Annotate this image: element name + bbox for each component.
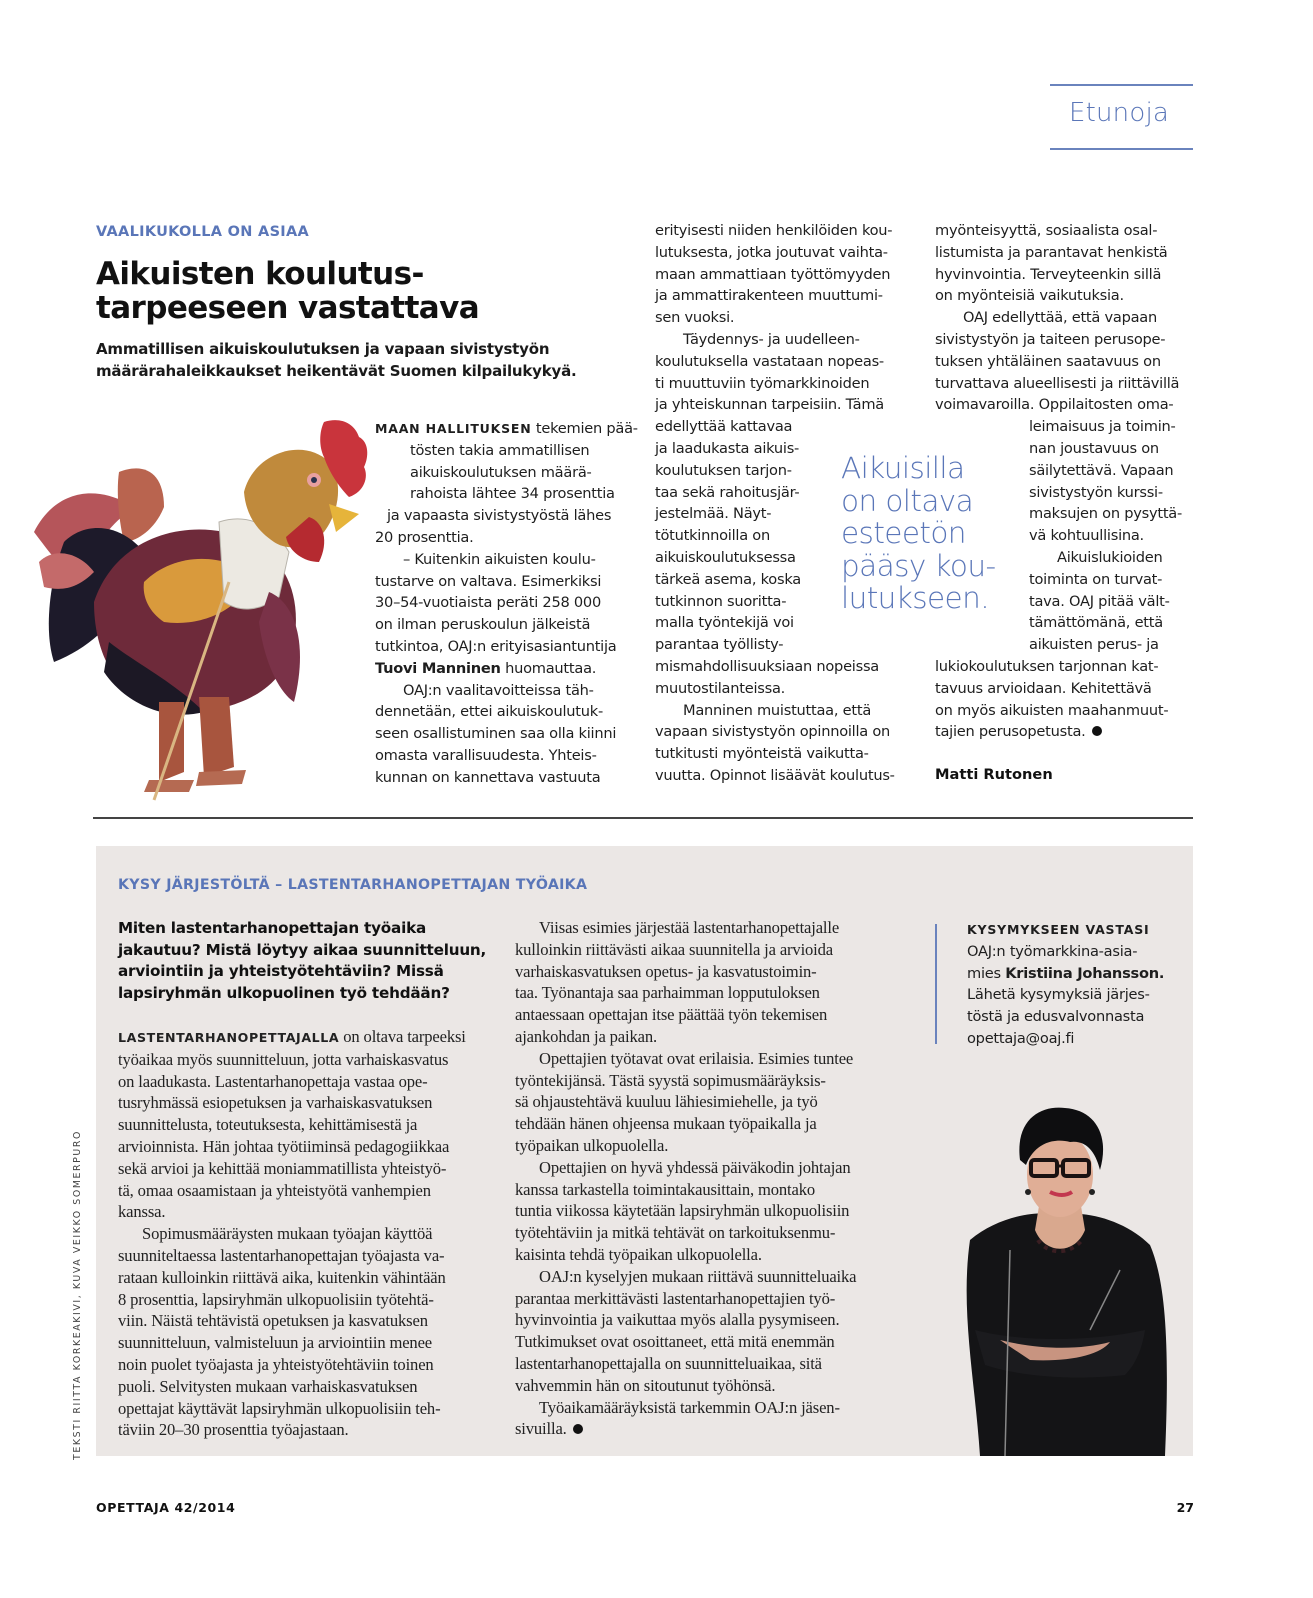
publication-footer: OPETTAJA 42/2014 bbox=[96, 1500, 236, 1515]
text-line: maan ammattiaan työttömyyden bbox=[655, 265, 891, 283]
expert-name: Tuovi Manninen bbox=[375, 659, 501, 677]
text-line: lutuksesta, jotka joutuvat vaihta- bbox=[655, 243, 888, 261]
text-line: OAJ:n kyselyjen mukaan riittävä suunnitteluaika bbox=[539, 1266, 857, 1286]
answerer-info bbox=[967, 919, 1187, 1050]
text-line: tuksen yhtäläinen saatavuus on bbox=[935, 352, 1161, 370]
runin-lead: MAAN HALLITUKSEN bbox=[375, 421, 532, 436]
text-line: sivistystyön kurssi- bbox=[1029, 483, 1163, 501]
question-line: arviointiin ja yhteistyötehtäviin? Missä bbox=[118, 962, 444, 980]
text-line: on oltava tarpeeksi bbox=[339, 1027, 466, 1046]
text-line: sivistystyön ja taiteen perusope- bbox=[935, 330, 1166, 348]
pull-quote-line: esteetön bbox=[841, 516, 966, 551]
rooster-illustration bbox=[24, 412, 374, 802]
text-line: sivuilla. bbox=[515, 1419, 567, 1439]
text-line: vä kohtuullisina. bbox=[1029, 527, 1144, 545]
text-line: kanssa tarkastella toimintakausittain, montako bbox=[515, 1179, 816, 1199]
text-line: tösten takia ammatillisen bbox=[410, 441, 590, 459]
text-line: 20 prosenttia. bbox=[375, 528, 474, 546]
text-line: tava. OAJ pitää vält- bbox=[1029, 592, 1170, 610]
text-line: tä, omaa osaamistaan ja yhteistyötä vanhempien bbox=[118, 1180, 431, 1200]
headline-line: tarpeeseen vastattava bbox=[96, 290, 480, 326]
text-line: OAJ:n työmarkkina-asia- bbox=[967, 942, 1138, 960]
article-column-3 bbox=[935, 220, 1197, 743]
pull-quote-line: Aikuisilla bbox=[841, 451, 965, 485]
text-line: suunnitteluun, valmisteluun ja arviointiin menee bbox=[118, 1333, 433, 1353]
text-line: kaisinta tehdä työpaikan ulkopuolella. bbox=[515, 1244, 762, 1264]
text-line: – Kuitenkin aikuisten koulu- bbox=[403, 550, 596, 568]
text-line: on myös aikuisten maahanmuut- bbox=[935, 701, 1169, 719]
page-number: 27 bbox=[1176, 1500, 1194, 1515]
text-line: parantaa merkittävästi lastentarhanopettajien työ- bbox=[515, 1288, 836, 1308]
text-line: Lähetä kysymyksiä järjes- bbox=[967, 986, 1150, 1004]
text-line: tajien perusopetusta. bbox=[935, 723, 1086, 741]
runin-lead: LASTENTARHANOPETTAJALLA bbox=[118, 1030, 340, 1045]
section-label bbox=[1050, 84, 1193, 150]
text-line: rahoista lähtee 34 prosenttia bbox=[410, 485, 615, 503]
text-line: sen vuoksi. bbox=[655, 309, 735, 327]
qa-question bbox=[118, 918, 498, 1004]
text-line: tutkitusti myönteistä vaikutta- bbox=[655, 745, 869, 763]
answerer-accent-bar bbox=[935, 924, 937, 1044]
text-line: muutostilanteissa. bbox=[655, 679, 786, 697]
text-line: rataan kulloinkin riittävä aika, kuitenkin vähintään bbox=[118, 1267, 446, 1287]
text-line: sekä arvioi ja kehittää moniammatillista yhteistyö- bbox=[118, 1158, 447, 1178]
text-line: työpaikan ulkopuolella. bbox=[515, 1135, 669, 1155]
text-line: ja laadukasta aikuis- bbox=[655, 439, 800, 457]
text-line: tärkeä asema, koska bbox=[655, 570, 801, 588]
pull-quote-line: lutukseen. bbox=[841, 581, 989, 616]
text-line: erityisesti niiden henkilöiden kou- bbox=[655, 222, 893, 239]
text-line: turvattava alueellisesti ja riittävillä bbox=[935, 374, 1180, 392]
text-line: työtehtäviin ja mitkä tehtävät on tarkoituksenmu- bbox=[515, 1223, 836, 1243]
end-mark-icon bbox=[573, 1424, 583, 1434]
text-line: dennetään, ettei aikuiskoulutuk- bbox=[375, 703, 603, 721]
text-line: tutkinnon suoritta- bbox=[655, 592, 787, 610]
text-line: Opettajien on hyvä yhdessä päiväkodin johtajan bbox=[539, 1157, 851, 1177]
text-line: mismahdollisuuksiaan nopeissa bbox=[655, 657, 879, 675]
text-line: kunnan on kannettava vastuuta bbox=[375, 768, 601, 786]
text-line: malla työntekijä voi bbox=[655, 614, 794, 632]
text-line: ja yhteiskunnan tarpeisiin. Tämä bbox=[655, 396, 884, 414]
lead-line: määrärahaleikkaukset heikentävät Suomen kilpailukykyä. bbox=[96, 361, 577, 380]
text-line: hyvinvointia ja vaikuttaa myös alalla pysymiseen. bbox=[515, 1310, 840, 1330]
answerer-label: KYSYMYKSEEN VASTASI bbox=[967, 922, 1150, 937]
text-line: omasta varallisuudesta. Yhteis- bbox=[375, 746, 597, 764]
text-line: opettajat käyttävät lapsiryhmän ulkopuolisiin teh- bbox=[118, 1398, 441, 1418]
text-line: lukiokoulutuksen tarjonnan kat- bbox=[935, 657, 1159, 675]
text-line: OAJ edellyttää, että vapaan bbox=[963, 309, 1157, 327]
article-lead bbox=[96, 339, 616, 382]
answerer-portrait bbox=[930, 1080, 1190, 1456]
text-line: 8 prosenttia, lapsiryhmän ulkopuolisiin työtehtä- bbox=[118, 1289, 434, 1309]
end-mark-icon bbox=[1092, 726, 1102, 736]
text-line: lastentarhanopettajalla on suunnitteluaikaa, sitä bbox=[515, 1353, 822, 1373]
text-line: töstä ja edusvalvonnasta bbox=[967, 1008, 1145, 1026]
text-line: tutkintoa, OAJ:n erityisasiantuntija bbox=[375, 637, 617, 655]
contact-email[interactable]: opettaja@oaj.fi bbox=[967, 1029, 1075, 1047]
text-line: tehdään hänen ohjeensa mukaan työpaikalla ja bbox=[515, 1114, 817, 1134]
text-line: ajankohdan ja paikan. bbox=[515, 1026, 657, 1046]
text-line: tustarve on valtava. Esimerkiksi bbox=[375, 572, 602, 590]
text-line: vuutta. Opinnot lisäävät koulutus- bbox=[655, 766, 895, 784]
text-line: on ilman peruskoulun jälkeistä bbox=[375, 616, 591, 634]
pull-quote-line: pääsy kou- bbox=[841, 548, 996, 583]
text-line: vahvemmin hän on sitoutunut työhönsä. bbox=[515, 1375, 776, 1395]
text-line: koulutuksen tarjon- bbox=[655, 461, 792, 479]
text-line: koulutuksella vastataan nopeas- bbox=[655, 352, 884, 370]
text-line: sä ohjaustehtävä kuuluu lähiesimiehelle, ja työ bbox=[515, 1092, 818, 1112]
text-line: hyvinvointia. Terveyteenkin sillä bbox=[935, 265, 1162, 283]
text-line: tusryhmässä esiopetuksen ja varhaiskasvatuksen bbox=[118, 1093, 433, 1113]
text-line: huomauttaa. bbox=[500, 659, 597, 677]
text-line: 30–54-vuotiaista peräti 258 000 bbox=[375, 594, 602, 612]
text-line: täviin 20–30 prosenttia työajastaan. bbox=[118, 1420, 349, 1440]
text-line: leimaisuus ja toimin- bbox=[1029, 418, 1176, 436]
article-kicker: VAALIKUKOLLA ON ASIAA bbox=[96, 224, 310, 240]
article-headline bbox=[96, 257, 536, 325]
question-line: jakautuu? Mistä löytyy aikaa suunnitteluun, bbox=[118, 940, 487, 959]
text-line: aikuiskoulutuksen määrä- bbox=[410, 463, 592, 481]
lead-line: Ammatillisen aikuiskoulutuksen ja vapaan sivistystyön bbox=[96, 340, 550, 358]
text-line: työaikaa myös suunnitteluun, jotta varhaiskasvatus bbox=[118, 1049, 449, 1069]
text-line: OAJ:n vaalitavoitteissa täh- bbox=[403, 681, 594, 699]
text-line: noin puolet työajasta ja yhteistyötehtäviin toinen bbox=[118, 1354, 434, 1374]
text-line: on myönteisiä vaikutuksia. bbox=[935, 287, 1124, 305]
text-line: maksujen on pysyttä- bbox=[1029, 505, 1182, 523]
text-line: listumista ja parantavat henkistä bbox=[935, 243, 1168, 261]
text-line: edellyttää kattavaa bbox=[655, 418, 793, 436]
text-line: tekemien pää- bbox=[531, 420, 638, 437]
text-line: viin. Näistä tehtävistä opetuksen ja kasvatuksen bbox=[118, 1311, 428, 1331]
text-line: on laadukasta. Lastentarhanopettaja vastaa ope- bbox=[118, 1071, 428, 1091]
headline-line: Aikuisten koulutus- bbox=[96, 256, 424, 292]
byline: Matti Rutonen bbox=[935, 766, 1053, 783]
text-line: Tutkimukset ovat osoittaneet, että mitä enemmän bbox=[515, 1332, 835, 1352]
section-divider bbox=[93, 817, 1193, 819]
text-line: toiminta on turvat- bbox=[1029, 570, 1163, 588]
text-line: aikuiskoulutuksessa bbox=[655, 548, 796, 566]
text-line: Työaikamääräyksistä tarkemmin OAJ:n jäsen- bbox=[539, 1397, 840, 1417]
text-line: Täydennys- ja uudelleen- bbox=[683, 330, 860, 348]
text-line: voimavaroilla. Oppilaitosten oma- bbox=[935, 396, 1174, 414]
qa-kicker: KYSY JÄRJESTÖLTÄ – LASTENTARHANOPETTAJAN TYÖAIKA bbox=[118, 877, 588, 893]
text-line: aikuisten perus- ja bbox=[1029, 636, 1159, 654]
qa-answer-column-2 bbox=[515, 917, 895, 1440]
text-line: myönteisyyttä, sosiaalista osal- bbox=[935, 222, 1158, 239]
text-line: antaessaan opettajan itse päättää työn tekemisen bbox=[515, 1005, 828, 1025]
text-line: säilytettävä. Vapaan bbox=[1029, 461, 1174, 479]
text-line: tämättömänä, että bbox=[1029, 614, 1163, 632]
text-line: tötutkinnoilla on bbox=[655, 527, 770, 545]
text-line: varhaiskasvatuksen opetus- ja kasvatustoimin- bbox=[515, 961, 817, 981]
text-line: tavuus arvioidaan. Kehitettävä bbox=[935, 679, 1152, 697]
text-line: Manninen muistuttaa, että bbox=[683, 701, 872, 719]
rooster-leg bbox=[199, 697, 234, 777]
text-line: jestelmää. Näyt- bbox=[655, 505, 772, 523]
tail-feather bbox=[118, 468, 164, 542]
text-line: kanssa. bbox=[118, 1202, 166, 1222]
text-line: ja vapaasta sivistystyöstä lähes bbox=[387, 507, 612, 525]
text-line: Viisas esimies järjestää lastentarhanopettajalle bbox=[539, 918, 840, 937]
rooster-beak bbox=[329, 504, 359, 532]
question-line: Miten lastentarhanopettajan työaika bbox=[118, 919, 427, 937]
text-line: seen osallistuminen saa olla kiinni bbox=[375, 725, 617, 743]
text-line: Aikuislukioiden bbox=[1057, 548, 1163, 566]
text-line: taa. Työnantaja saa parhaimman lopputuloksen bbox=[515, 983, 820, 1003]
text-line: ti muuttuviin työmarkkinoiden bbox=[655, 374, 870, 392]
text-line: kulloinkin riittävästi aikaa suunnitella ja arvioida bbox=[515, 939, 833, 959]
question-line: lapsiryhmän ulkopuolinen työ tehdään? bbox=[118, 983, 450, 1002]
text-line: työntekijänsä. Tästä syystä sopimusmääräyksis- bbox=[515, 1070, 826, 1090]
text-line: Sopimusmääräysten mukaan työajan käyttöä bbox=[142, 1224, 433, 1244]
pull-quote-line: on oltava bbox=[841, 483, 974, 518]
text-line: Opettajien työtavat ovat erilaisia. Esimies tuntee bbox=[539, 1048, 854, 1068]
photo-credit: TEKSTI RIITTA KORKEAKIVI, KUVA VEIKKO SOMERPURO bbox=[72, 1130, 83, 1460]
text-line: parantaa työllisty- bbox=[655, 636, 784, 654]
section-label-text: Etunoja bbox=[1068, 98, 1169, 128]
text-line: taa sekä rahoitusjär- bbox=[655, 483, 800, 501]
text-line: mies bbox=[967, 964, 1006, 982]
text-line: vapaan sivistystyön opinnoilla on bbox=[655, 723, 891, 741]
text-line: suunnittelusta, toteutuksesta, kehittämisestä ja bbox=[118, 1115, 418, 1135]
text-line: arvioinnista. Hän johtaa työtiiminsä pedagogiikkaa bbox=[118, 1136, 450, 1156]
text-line: ja ammattirakenteen muuttumi- bbox=[655, 287, 883, 305]
text-line: nan joustavuus on bbox=[1029, 439, 1159, 457]
text-line: tuntia viikossa käytetään lapsiryhmän ulkopuolisiin bbox=[515, 1201, 850, 1221]
text-line: suunniteltaessa lastentarhanopettajan työajasta va- bbox=[118, 1245, 445, 1265]
answerer-name: Kristiina Johansson. bbox=[1005, 964, 1165, 982]
qa-answer-column-1 bbox=[118, 1026, 498, 1441]
text-line: puoli. Selvitysten mukaan varhaiskasvatuksen bbox=[118, 1376, 418, 1396]
article-column-1 bbox=[375, 418, 645, 789]
